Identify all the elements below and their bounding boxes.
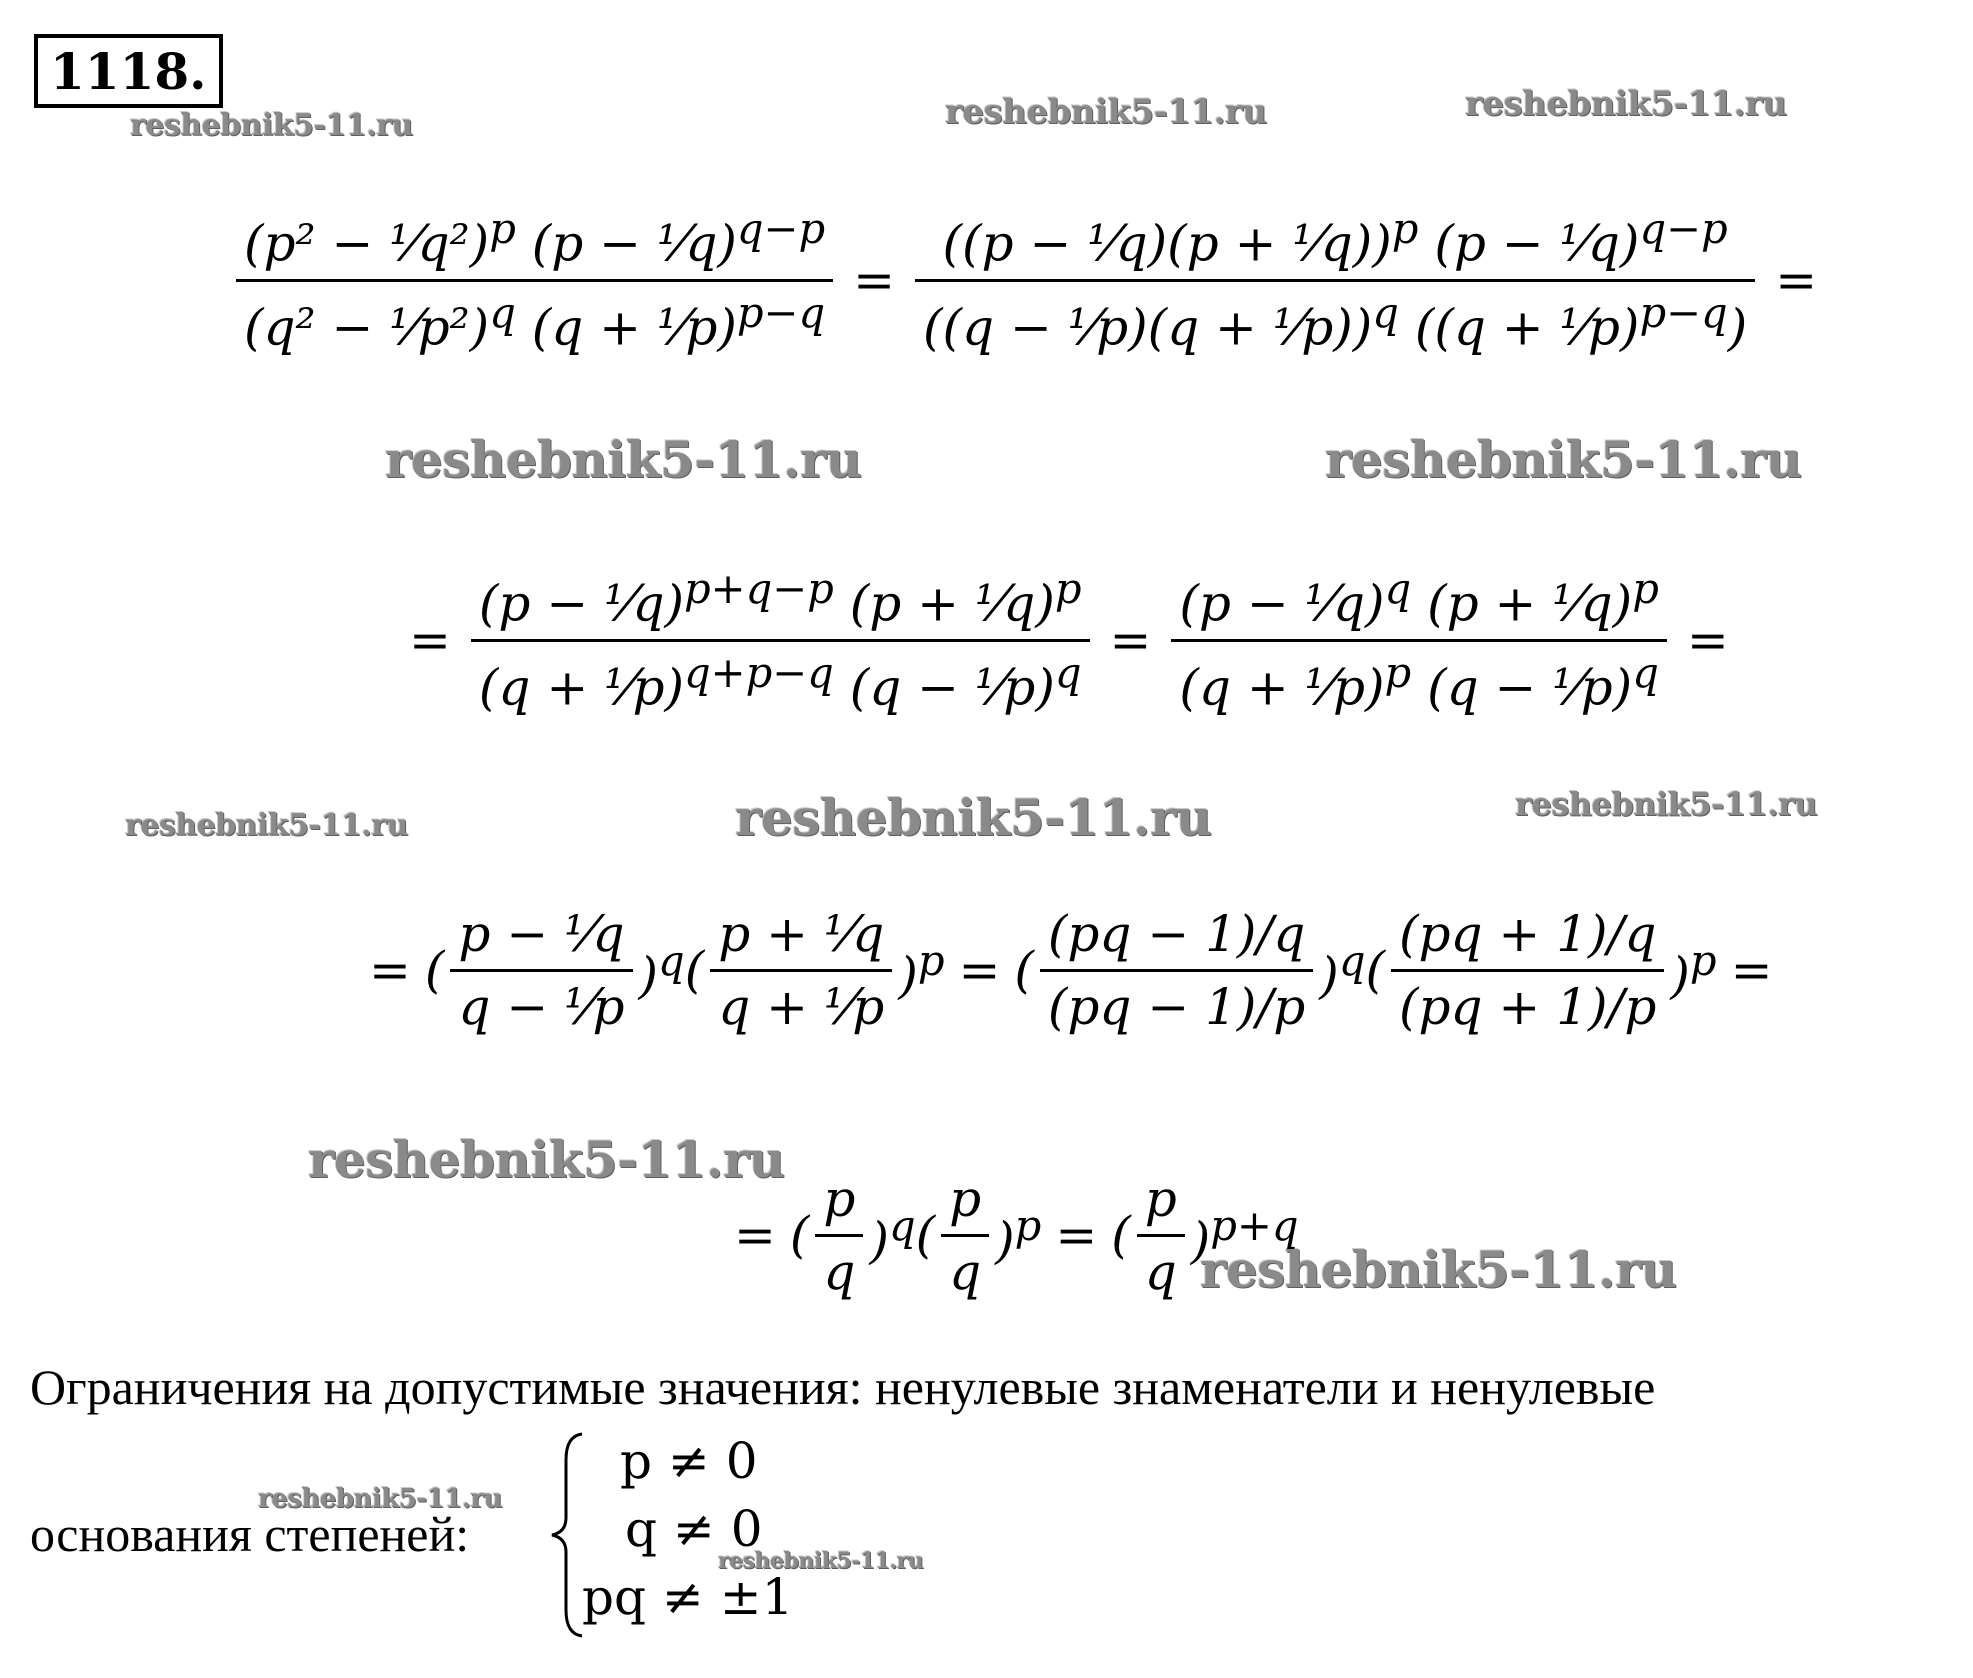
denominator: (q + ¹⁄p)$^p$ (q − ¹⁄p)$^q$ xyxy=(1171,639,1666,717)
numerator: (p − ¹⁄q)$^{p+q-p}$ (p + ¹⁄q)$^p$ xyxy=(478,563,1082,633)
watermark: reshebnik5-11.ru xyxy=(130,108,413,143)
watermark: reshebnik5-11.ru xyxy=(1465,84,1787,124)
equation-fraction xyxy=(1171,564,1666,716)
watermark: reshebnik5-11.ru xyxy=(718,1548,924,1574)
paren-group: ( xyxy=(424,941,445,999)
equation-fraction xyxy=(915,204,1755,356)
watermark: reshebnik5-11.ru xyxy=(258,1484,503,1514)
denominator: (q + ¹⁄p)$^{q+p-q}$ (q − ¹⁄p)$^q$ xyxy=(471,639,1090,717)
watermark: reshebnik5-11.ru xyxy=(945,92,1267,132)
watermark: reshebnik5-11.ru xyxy=(125,808,408,843)
numerator: ((p − ¹⁄q)(p + ¹⁄q))$^p$ (p − ¹⁄q)$^{q-p}$ xyxy=(942,203,1728,273)
watermark: reshebnik5-11.ru xyxy=(735,788,1212,847)
watermark: reshebnik5-11.ru xyxy=(1325,430,1802,489)
denominator: (q² − ¹⁄p²)$^q$ (q + ¹⁄p)$^{p-q}$ xyxy=(236,279,833,357)
equation-fraction: $\frac{(pq + 1)/q}{(pq + 1)/p}$ xyxy=(1391,905,1664,1036)
numerator: (p − ¹⁄q)$^q$ (p + ¹⁄q)$^p$ xyxy=(1179,563,1659,633)
watermark: reshebnik5-11.ru xyxy=(1515,785,1818,823)
condition-p: p ≠ 0 xyxy=(620,1432,758,1490)
numerator: (p² − ¹⁄q²)$^p$ (p − ¹⁄q)$^{q-p}$ xyxy=(244,203,826,273)
equation-fraction xyxy=(236,204,833,356)
denominator: ((q − ¹⁄p)(q + ¹⁄p))$^q$ ((q + ¹⁄p)$^{p-q}$) xyxy=(915,279,1755,357)
condition-pq: pq ≠ ±1 xyxy=(582,1568,794,1626)
equation-fraction: $\frac{\text{p − ¹⁄q}}{\text{q − ¹⁄p}}$ xyxy=(450,905,632,1036)
problem-number: 1118. xyxy=(34,34,223,108)
paren-group: ( xyxy=(684,941,705,999)
watermark: reshebnik5-11.ru xyxy=(308,1130,785,1189)
equation-fraction: $\frac{\text{p + ¹⁄q}}{\text{q + ¹⁄p}}$ xyxy=(710,905,892,1036)
watermark: reshebnik5-11.ru xyxy=(1200,1240,1677,1299)
equation-fraction: $\frac{(pq - 1)/q}{(pq - 1)/p}$ xyxy=(1040,905,1313,1036)
watermark: reshebnik5-11.ru xyxy=(385,430,862,489)
condition-q: q ≠ 0 xyxy=(625,1500,763,1558)
restrictions-intro: Ограничения на допустимые значения: ненулевые знаменатели и ненулевые xyxy=(30,1359,1656,1415)
restrictions-label: основания степеней: xyxy=(30,1506,470,1562)
equation-fraction xyxy=(471,564,1090,716)
